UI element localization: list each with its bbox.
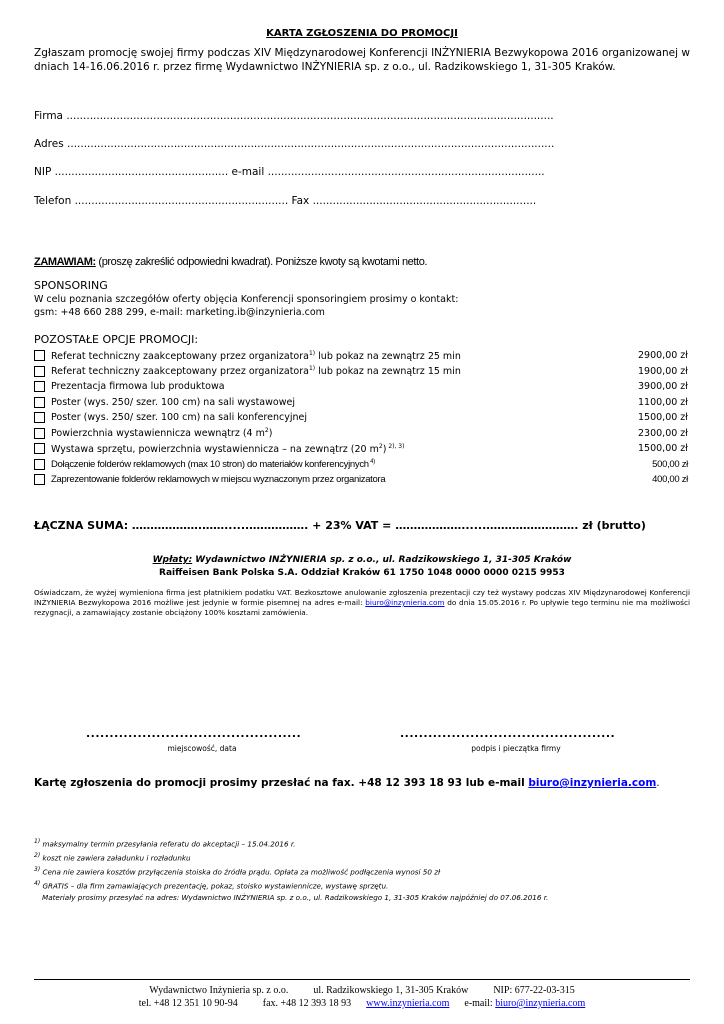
order-text: (proszę zakreślić odpowiedni kwadrat). Poniższe kwoty są kwotami netto. <box>95 256 428 268</box>
option-label: Zaprezentowanie folderów reklamowych w miejscu wyznaczonym przez organizatora <box>51 474 386 486</box>
place-date-label: miejscowość, data <box>167 744 237 753</box>
footer-email-link[interactable]: biuro@inzynieria.com <box>495 998 586 1009</box>
options-heading: POZOSTAŁE OPCJE PROMOCJI: <box>34 333 199 346</box>
phone-fax-field[interactable]: Telefon ................................................................ Fax ................................................................... <box>34 195 537 207</box>
footer-address: Wydawnictwo Inżynieria sp. z o.o. ul. Radzikowskiego 1, 31-305 Kraków NIP: 677-22-03-315 <box>149 985 575 996</box>
option-checkbox[interactable] <box>34 381 45 392</box>
option-label: Referat techniczny zaakceptowany przez organizatora$^{1)}$ lub pokaz na zewnątrz 15 min <box>51 365 461 378</box>
declaration-text: Oświadczam, że wyżej wymieniona firma jest płatnikiem podatku VAT. Bezkosztowe anulowanie zgłoszenia prezentacji czy też wystawy podczas XIV Międzynarodowej Konferencji INŻYNIERIA Bezwykopowa 2016 możliwe jest jedynie w formie pisemnej na adres e-mail: biuro@inzynieria.com do dnia 15.05.2016 r. Po upływie tego terminu nie ma możliwości rezygnacji, a zamawiający zostanie obciążony 100% kosztami zamówienia. <box>34 588 690 617</box>
option-label: Powierzchnia wystawiennicza wewnątrz (4 $m^2$) <box>51 427 273 440</box>
send-email-link[interactable]: biuro@inzynieria.com <box>528 777 657 789</box>
option-row <box>34 441 688 457</box>
intro-paragraph: Zgłaszam promocję swojej firmy podczas XIV Międzynarodowej Konferencji INŻYNIERIA Bezwykopowa 2016 organizowanej w dniach 14-16.06.2016 r. przez firmę Wydawnictwo INŻYNIERIA sp. z o.o., ul. Radzikowskiego 1, 31-305 Kraków. <box>34 47 690 73</box>
option-label: Poster (wys. 250/ szer. 100 cm) na sali konferencyjnej <box>51 412 307 424</box>
option-checkbox[interactable] <box>34 443 45 454</box>
footnote-materials: Materiały prosimy przesyłać na adres: Wydawnictwo INŻYNIERIA sp. z o.o., ul. Radzikowskiego 1, 31-305 Kraków najpóźniej do 07.06.2016 r. <box>42 892 549 902</box>
option-checkbox[interactable] <box>34 474 45 485</box>
option-row <box>34 426 688 442</box>
footer-contact: tel. +48 12 351 10 90-94 fax. +48 12 393 18 93 www.inzynieria.com e-mail: biuro@inzynieria.com <box>138 998 586 1009</box>
footnote: $^{2)}$ koszt nie zawiera załadunku i rozładunku <box>34 851 191 863</box>
option-row <box>34 348 688 364</box>
option-price: 500,00 zł <box>652 458 688 470</box>
footnotes <box>34 836 548 903</box>
option-checkbox[interactable] <box>34 428 45 439</box>
signature-line[interactable]: .............................................. <box>400 727 616 740</box>
sponsoring-line: W celu poznania szczegółów oferty objęcia Konferencji sponsoringiem prosimy o kontakt: <box>34 294 459 305</box>
form-title: KARTA ZGŁOSZENIA DO PROMOCJI <box>266 28 458 39</box>
footer-divider <box>34 979 690 980</box>
signature-label: podpis i pieczątka firmy <box>471 744 561 753</box>
option-label: Prezentacja firmowa lub produktowa <box>51 381 225 393</box>
options-list <box>34 348 688 488</box>
sponsoring-contact: gsm: +48 660 288 299, e-mail: marketing.ib@inzynieria.com <box>34 307 325 318</box>
option-price: 1500,00 zł <box>638 443 688 455</box>
send-instruction: Kartę zgłoszenia do promocji prosimy przesłać na fax. +48 12 393 18 93 lub e-mail biuro@inzynieria.com. <box>34 777 660 789</box>
option-row <box>34 395 688 411</box>
option-label: Poster (wys. 250/ szer. 100 cm) na sali wystawowej <box>51 396 295 408</box>
option-checkbox[interactable] <box>34 350 45 361</box>
footnote: $^{1)}$ maksymalny termin przesyłania referatu do akceptacji – 15.04.2016 r. <box>34 838 296 849</box>
footnote: $^{3)}$ Cena nie zawiera kosztów przyłączenia stoiska do źródła prądu. Opłata za możliwość podłączenia wynosi 50 zł <box>34 865 441 877</box>
option-price: 2900,00 zł <box>638 350 688 362</box>
total-sum-field[interactable]: ŁĄCZNA SUMA: ……………….……......……………. + 23% VAT = ………………......……………………. zł (brutto) <box>34 519 646 532</box>
bank-account: Raiffeisen Bank Polska S.A. Oddział Kraków 61 1750 1048 0000 0000 0215 9953 <box>159 568 565 578</box>
option-row <box>34 364 688 380</box>
option-label: Wystawa sprzętu, powierzchnia wystawiennicza – na zewnątrz (20 $m^2$) $^{2), 3)}$ <box>51 442 405 455</box>
option-checkbox[interactable] <box>34 412 45 423</box>
payment-recipient: Wpłaty: Wydawnictwo INŻYNIERIA sp. z o.o., ul. Radzikowskiego 1, 31-305 Kraków <box>152 555 572 565</box>
option-price: 2300,00 zł <box>638 427 688 439</box>
option-label: Referat techniczny zaakceptowany przez organizatora$^{1)}$ lub pokaz na zewnątrz 25 min <box>51 349 461 362</box>
order-label: ZAMAWIAM: <box>34 256 96 268</box>
sponsoring-text <box>34 293 458 319</box>
option-checkbox[interactable] <box>34 459 45 470</box>
option-checkbox[interactable] <box>34 397 45 408</box>
footnote: $^{4)}$ GRATIS – dla firm zamawiających prezentację, pokaz, stoisko wystawiennicze, wystawę sprzętu. <box>34 879 389 891</box>
option-label: Dołączenie folderów reklamowych (max 10 stron) do materiałów konferencyjnych $^{4)}$ <box>51 458 375 470</box>
order-instruction <box>34 256 427 268</box>
nip-email-field[interactable]: NIP .................................................... e-mail ................................................................................... <box>34 166 545 178</box>
address-field[interactable]: Adres .................................................................................................................................................. <box>34 138 555 150</box>
footer-www-link[interactable]: www.inzynieria.com <box>366 998 450 1009</box>
option-row <box>34 472 688 488</box>
option-row <box>34 410 688 426</box>
sponsoring-heading: SPONSORING <box>34 279 108 292</box>
option-price: 1500,00 zł <box>638 412 688 424</box>
option-row <box>34 457 688 473</box>
declaration-email-link[interactable]: biuro@inzynieria.com <box>365 598 445 607</box>
option-price: 3900,00 zł <box>638 381 688 393</box>
place-date-line[interactable]: .............................................. <box>86 727 302 740</box>
option-price: 400,00 zł <box>652 474 688 486</box>
option-price: 1100,00 zł <box>638 396 688 408</box>
option-row <box>34 379 688 395</box>
company-field[interactable]: Firma .................................................................................................................................................. <box>34 110 554 122</box>
option-checkbox[interactable] <box>34 366 45 377</box>
option-price: 1900,00 zł <box>638 365 688 377</box>
